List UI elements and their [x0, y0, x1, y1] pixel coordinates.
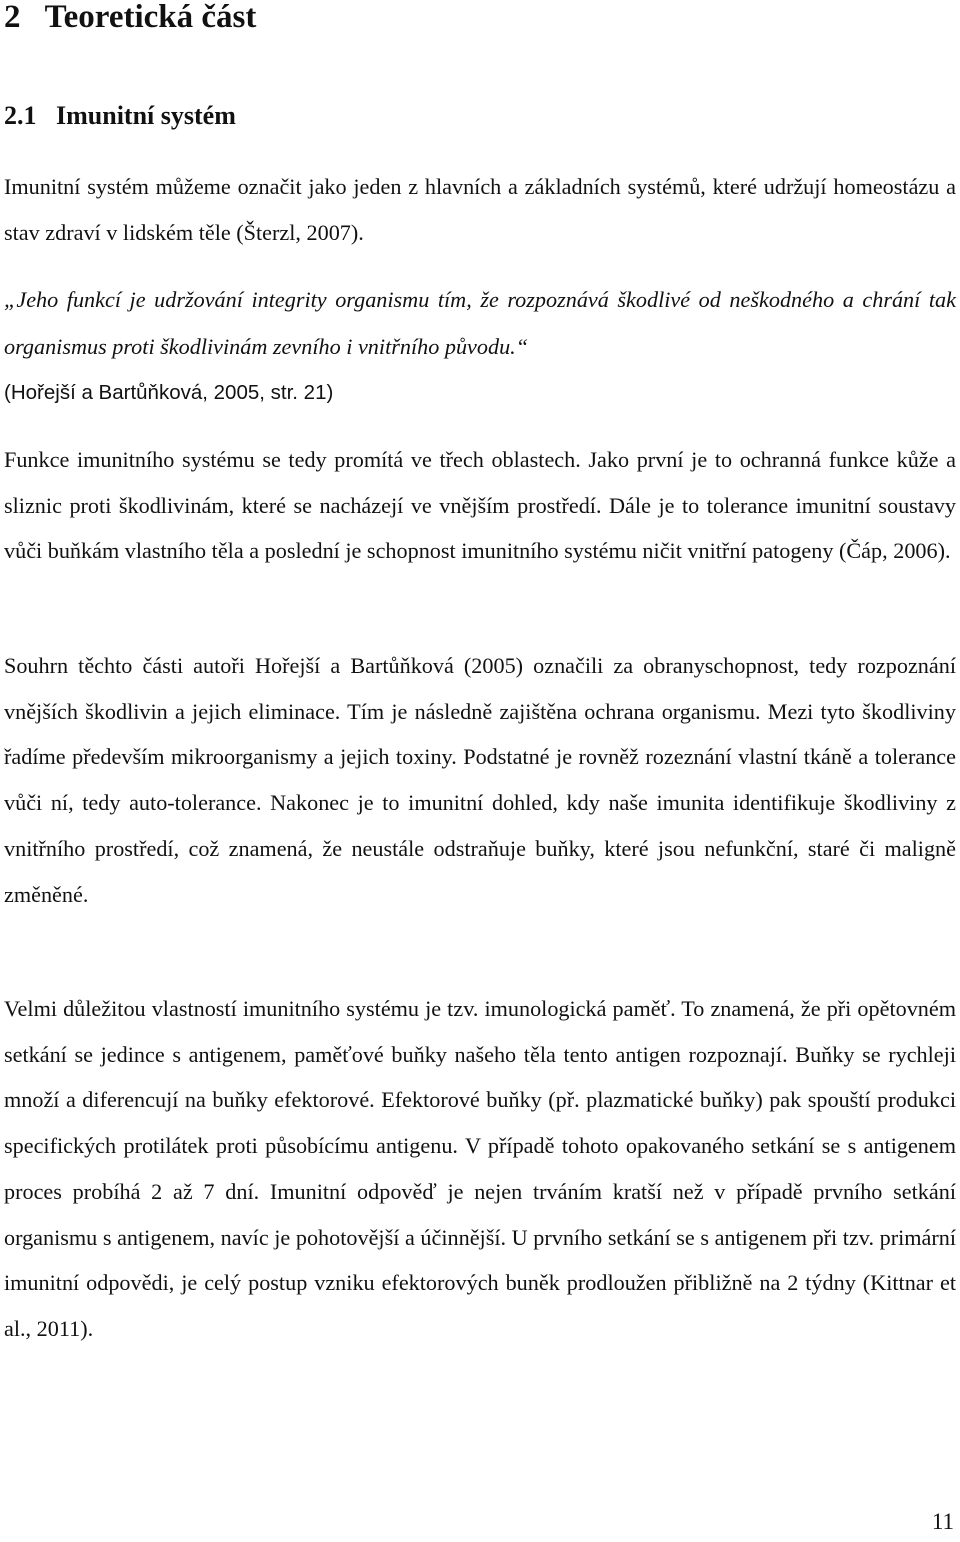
page-number: 11: [931, 1509, 954, 1534]
paragraph-functions: Funkce imunitního systému se tedy promítá ve třech oblastech. Jako první je to ochranná funkce kůže a sliznic proti škodlivinám, které se nacházejí ve vnějším prostředí. Dále je to tolerance imunitní soustavy vůči buňkám vlastního těla a poslední je schopnost imunitního systému ničit vnitřní patogeny (Čáp, 2006).: [4, 447, 956, 564]
section-title: Imunitní systém: [56, 101, 236, 130]
paragraph-memory: Velmi důležitou vlastností imunitního systému je tzv. imunologická paměť. To znamená, že při opětovném setkání se jedince s antigenem, paměťové buňky našeho těla tento antigen rozpoznají. Buňky se rychleji množí a diferencují na buňky efektorové. Efektorové buňky (př. plazmatické buňky) pak spouští produkci specifických protilátek proti působícímu antigenu. V případě tohoto opakovaného setkání se s antigenem proces probíhá 2 až 7 dní. Imunitní odpověď je nejen trváním kratší než v případě prvního setkání organismu s antigenem, navíc je pohotovější a účinnější. U prvního setkání se s antigenem při tzv. primární imunitní odpovědi, je celý postup vzniku efektorových buněk prodloužen přibližně na 2 týdny (Kittnar et al., 2011).: [4, 996, 956, 1341]
chapter-title: Teoretická část: [44, 0, 257, 35]
section-number: 2.1: [4, 101, 37, 130]
chapter-number: 2: [4, 0, 21, 35]
chapter-heading: [4, 0, 256, 40]
quote-paragraph: „Jeho funkcí je udržování integrity organismu tím, že rozpoznává škodlivé od neškodného a chrání tak organismus proti škodlivinám zevního i vnitřního původu.“: [4, 287, 956, 359]
paragraph-summary: Souhrn těchto části autoři Hořejší a Bartůňková (2005) označili za obranyschopnost, tedy rozpoznání vnějších škodlivin a jejich eliminace. Tím je následně zajištěna ochrana organismu. Mezi tyto škodliviny řadíme především mikroorganismy a jejich toxiny. Podstatné je rovněž rozeznání vlastní tkáně a tolerance vůči ní, tedy auto-tolerance. Nakonec je to imunitní dohled, kdy naše imunita identifikuje škodliviny z vnitřního prostředí, což znamená, že neustále odstraňuje buňky, které jsou nefunkční, staré či maligně změněné.: [4, 653, 956, 907]
quote-citation: (Hořejší a Bartůňková, 2005, str. 21): [4, 381, 334, 404]
section-heading: [4, 97, 236, 135]
paragraph-intro: Imunitní systém můžeme označit jako jeden z hlavních a základních systémů, které udržují homeostázu a stav zdraví v lidském těle (Šterzl, 2007).: [4, 174, 956, 245]
